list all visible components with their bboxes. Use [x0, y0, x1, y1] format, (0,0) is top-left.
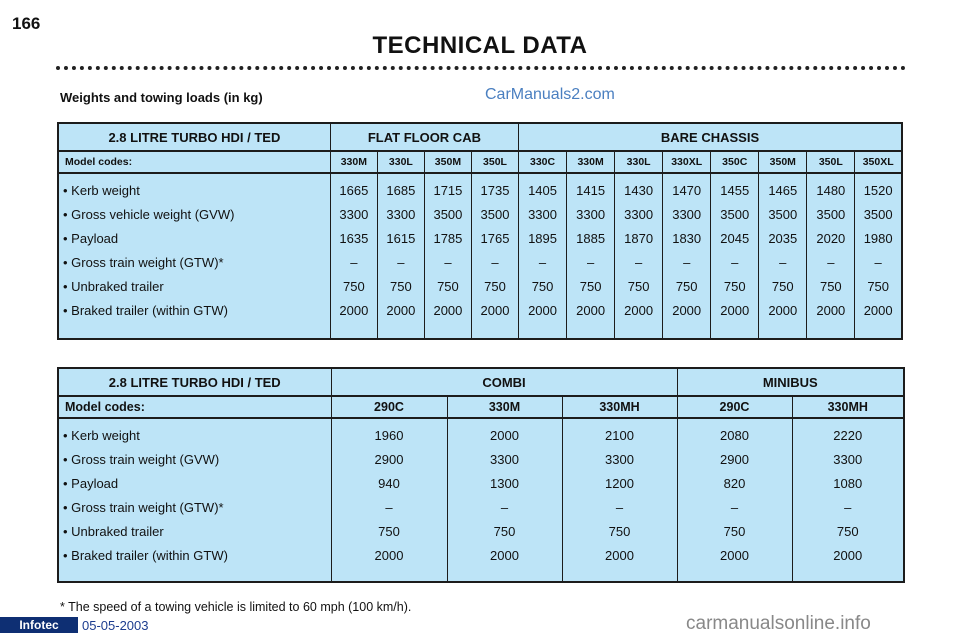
value-cell: 2220: [833, 428, 863, 443]
value-cell: 2035: [768, 231, 798, 246]
value-cell: 750: [771, 279, 794, 294]
value-cell: 750: [723, 524, 746, 539]
value-column: [377, 173, 424, 339]
value-cell: –: [350, 255, 358, 270]
value-cell: 2900: [374, 452, 404, 467]
value-column: [615, 173, 663, 339]
value-cell: –: [397, 255, 405, 270]
value-cell: 3300: [528, 207, 557, 222]
value-cell: –: [730, 500, 739, 515]
value-cell: 1465: [768, 183, 798, 198]
model-code: 290C: [331, 396, 447, 418]
value-column: [424, 173, 471, 339]
value-cell: 1980: [863, 231, 893, 246]
value-cell: 750: [627, 279, 650, 294]
value-cell: 750: [493, 524, 516, 539]
value-column: [567, 173, 615, 339]
footnote: * The speed of a towing vehicle is limited to 60 mph (100 km/h).: [60, 600, 412, 614]
value-cell: 2000: [576, 303, 606, 318]
value-cell: –: [874, 255, 882, 270]
value-cell: 2000: [605, 548, 634, 563]
value-cell: 750: [390, 279, 412, 294]
value-column: [677, 418, 792, 582]
value-column: [330, 173, 377, 339]
row-labels: [58, 173, 330, 339]
value-column: [447, 418, 562, 582]
value-cell: –: [731, 255, 739, 270]
row-label: • Kerb weight: [63, 183, 140, 198]
model-code: 350M: [424, 151, 471, 173]
value-cell: 1520: [863, 183, 893, 198]
model-code: 350XL: [855, 151, 902, 173]
row-label: • Unbraked trailer: [63, 524, 164, 539]
value-cell: 3300: [576, 207, 606, 222]
value-cell: 940: [378, 476, 400, 491]
engine-heading: 2.8 LITRE TURBO HDI / TED: [58, 123, 330, 151]
model-code: 350L: [807, 151, 855, 173]
row-label: • Unbraked trailer: [63, 279, 164, 294]
value-cell: 820: [723, 476, 746, 491]
value-cell: 1200: [605, 476, 634, 491]
value-cell: 750: [531, 279, 554, 294]
watermark-top: CarManuals2.com: [485, 86, 615, 103]
value-cell: 2000: [490, 428, 519, 443]
value-column: [663, 173, 711, 339]
value-cell: 2045: [720, 231, 750, 246]
row-label: • Braked trailer (within GTW): [63, 548, 228, 563]
value-cell: 3500: [816, 207, 846, 222]
value-cell: 2000: [816, 303, 846, 318]
value-cell: 750: [437, 279, 459, 294]
model-codes-label: Model codes:: [58, 396, 331, 418]
value-cell: 3300: [672, 207, 702, 222]
value-cell: –: [635, 255, 643, 270]
group-heading-combi: COMBI: [331, 368, 677, 396]
value-cell: 2900: [720, 452, 749, 467]
value-cell: 3300: [339, 207, 369, 222]
model-code: 330L: [615, 151, 663, 173]
value-cell: 1960: [374, 428, 404, 443]
value-cell: 2000: [863, 303, 893, 318]
value-column: [562, 418, 677, 582]
value-cell: 1300: [490, 476, 519, 491]
row-label: • Gross train weight (GVW): [63, 452, 220, 467]
model-code: 290C: [677, 396, 792, 418]
value-cell: 1430: [624, 183, 654, 198]
value-cell: 2100: [605, 428, 634, 443]
value-cell: 1455: [720, 183, 750, 198]
infotec-logo: Infotec: [0, 617, 78, 633]
engine-heading: 2.8 LITRE TURBO HDI / TED: [58, 368, 331, 396]
weights-table-combi-minibus: [57, 367, 905, 583]
value-cell: 750: [342, 279, 365, 294]
value-cell: 3500: [433, 207, 463, 222]
value-cell: 2020: [816, 231, 846, 246]
row-labels: [58, 418, 331, 582]
value-cell: 2000: [768, 303, 798, 318]
model-codes-label: Model codes:: [58, 151, 330, 173]
value-cell: 1715: [433, 183, 463, 198]
value-cell: –: [500, 500, 509, 515]
value-cell: 750: [675, 279, 698, 294]
group-heading-minibus: MINIBUS: [677, 368, 904, 396]
value-cell: 750: [378, 524, 400, 539]
value-cell: 1895: [528, 231, 557, 246]
model-code: 330MH: [792, 396, 904, 418]
value-cell: 1615: [386, 231, 416, 246]
model-code: 330L: [377, 151, 424, 173]
group-heading-flat-floor-cab: FLAT FLOOR CAB: [330, 123, 518, 151]
value-cell: 1415: [576, 183, 606, 198]
value-column: [792, 418, 904, 582]
value-cell: –: [683, 255, 691, 270]
value-cell: –: [491, 255, 499, 270]
page-number: 166: [12, 14, 41, 33]
row-label: • Gross train weight (GTW)*: [63, 500, 224, 515]
model-code: 330M: [330, 151, 377, 173]
value-column: [807, 173, 855, 339]
value-cell: 3300: [490, 452, 519, 467]
value-cell: 1405: [528, 183, 557, 198]
value-cell: 1480: [816, 183, 846, 198]
value-cell: 2000: [833, 548, 863, 563]
value-cell: –: [827, 255, 835, 270]
value-cell: 2000: [528, 303, 557, 318]
value-cell: 2080: [720, 428, 749, 443]
value-cell: –: [444, 255, 452, 270]
print-date: 05-05-2003: [82, 618, 149, 633]
value-cell: 750: [836, 524, 859, 539]
value-column: [471, 173, 518, 339]
value-column: [519, 173, 567, 339]
model-code: 350C: [711, 151, 759, 173]
value-cell: 1635: [339, 231, 369, 246]
value-cell: 3300: [386, 207, 416, 222]
value-cell: 3500: [480, 207, 510, 222]
row-label: • Payload: [63, 231, 119, 246]
value-cell: 1470: [672, 183, 702, 198]
value-cell: 2000: [720, 303, 750, 318]
value-cell: 750: [723, 279, 746, 294]
page-title: TECHNICAL DATA: [372, 32, 588, 59]
value-cell: 2000: [480, 303, 510, 318]
row-label: • Gross vehicle weight (GVW): [63, 207, 235, 222]
model-code: 330C: [519, 151, 567, 173]
group-heading-bare-chassis: BARE CHASSIS: [519, 123, 902, 151]
value-cell: 2000: [672, 303, 702, 318]
value-cell: 2000: [433, 303, 463, 318]
model-code: 350L: [471, 151, 518, 173]
value-cell: –: [844, 500, 852, 515]
value-cell: 750: [608, 524, 631, 539]
value-cell: 1665: [339, 183, 369, 198]
value-cell: 2000: [490, 548, 519, 563]
value-cell: 2000: [720, 548, 749, 563]
model-code: 330M: [447, 396, 562, 418]
value-cell: 1080: [833, 476, 863, 491]
value-cell: 1885: [576, 231, 606, 246]
weights-table-cab-chassis: [57, 122, 903, 340]
value-column: [759, 173, 807, 339]
value-column: [855, 173, 902, 339]
value-cell: –: [538, 255, 547, 270]
row-label: • Gross train weight (GTW)*: [63, 255, 224, 270]
value-cell: 2000: [386, 303, 416, 318]
value-column: [331, 418, 447, 582]
value-cell: 750: [867, 279, 890, 294]
value-cell: 2000: [339, 303, 369, 318]
value-cell: 3500: [720, 207, 750, 222]
row-label: • Payload: [63, 476, 119, 491]
value-cell: 1785: [433, 231, 463, 246]
value-cell: 3500: [863, 207, 893, 222]
value-cell: –: [385, 500, 393, 515]
value-cell: 1685: [386, 183, 416, 198]
watermark-bottom: carmanualsonline.info: [686, 613, 871, 634]
value-cell: 3300: [605, 452, 634, 467]
value-cell: 750: [579, 279, 602, 294]
dotted-divider: [56, 66, 906, 70]
section-heading: Weights and towing loads (in kg): [60, 90, 263, 105]
value-cell: 3300: [624, 207, 654, 222]
value-cell: –: [615, 500, 624, 515]
value-cell: 3500: [768, 207, 798, 222]
value-cell: –: [586, 255, 595, 270]
row-label: • Braked trailer (within GTW): [63, 303, 228, 318]
value-cell: 750: [484, 279, 506, 294]
model-code: 330M: [567, 151, 615, 173]
model-code: 330XL: [663, 151, 711, 173]
value-cell: 1830: [672, 231, 702, 246]
value-cell: 750: [819, 279, 842, 294]
value-cell: 1735: [480, 183, 510, 198]
value-cell: 2000: [374, 548, 404, 563]
value-cell: –: [779, 255, 787, 270]
value-cell: 2000: [624, 303, 654, 318]
value-column: [711, 173, 759, 339]
row-label: • Kerb weight: [63, 428, 140, 443]
value-cell: 3300: [833, 452, 863, 467]
model-code: 330MH: [562, 396, 677, 418]
value-cell: 1870: [624, 231, 654, 246]
model-code: 350M: [759, 151, 807, 173]
value-cell: 1765: [480, 231, 510, 246]
